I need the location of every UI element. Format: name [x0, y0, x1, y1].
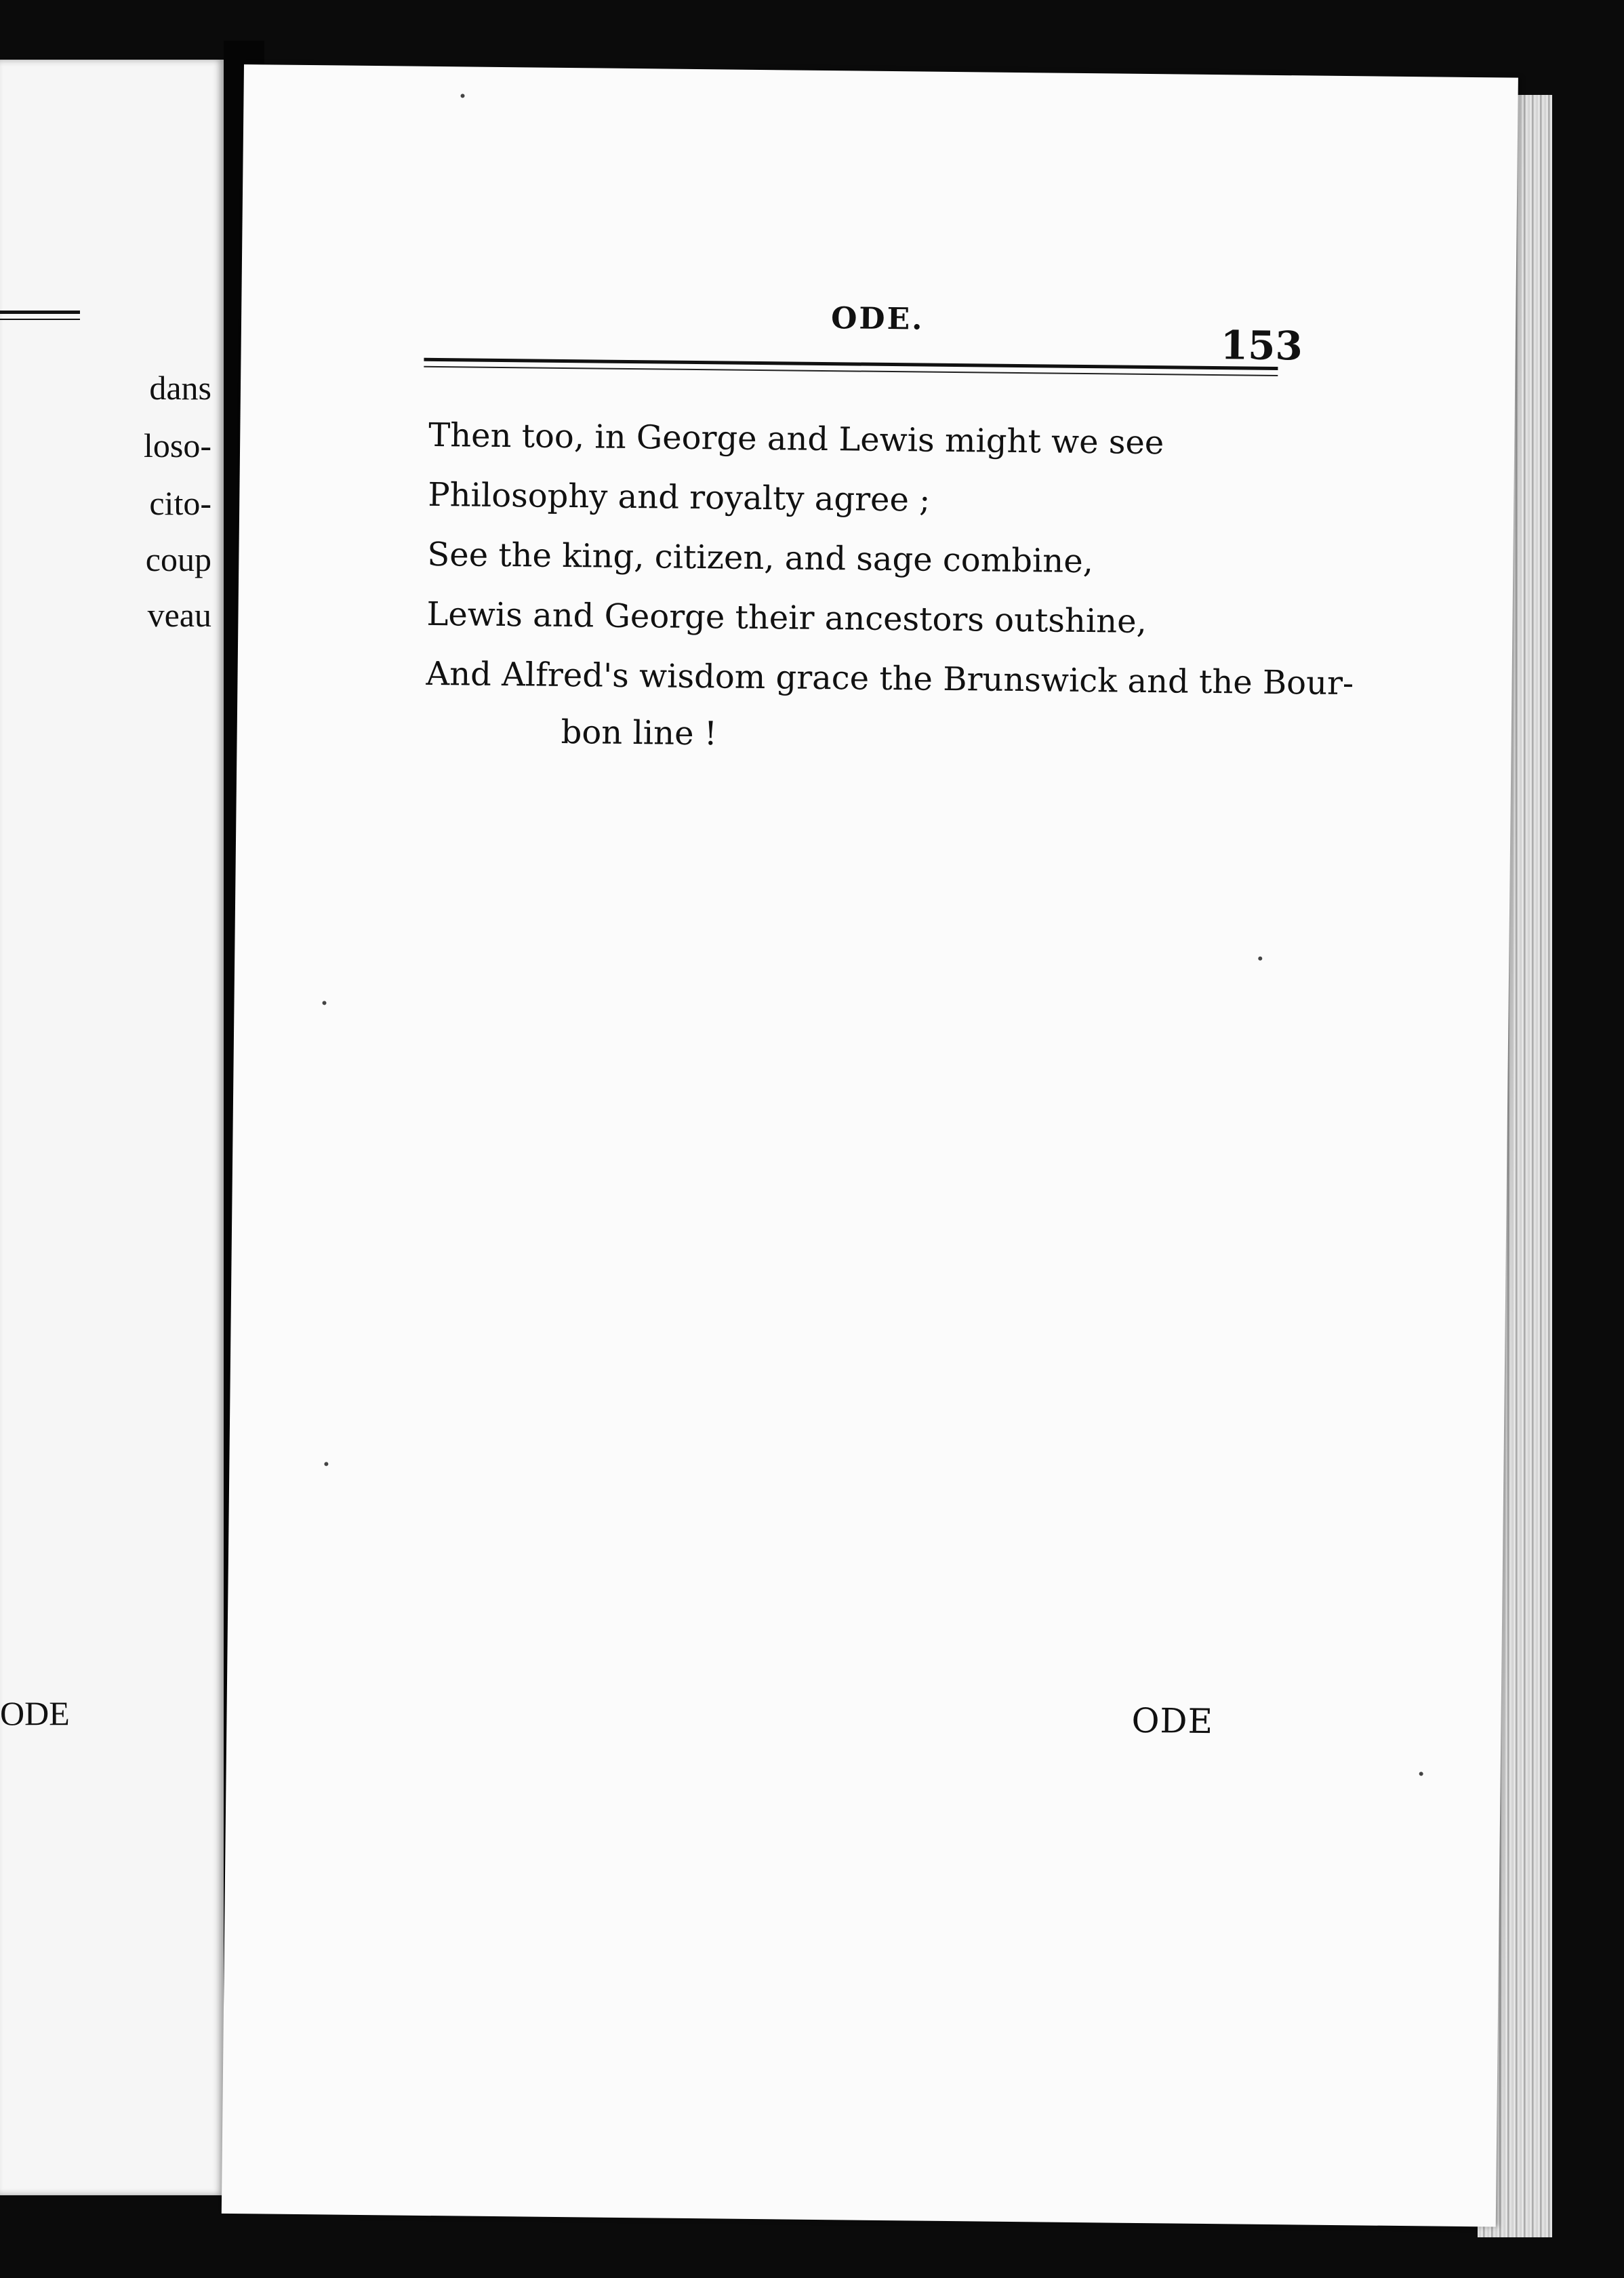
left-line-end: coup [145, 540, 211, 578]
verse-block [425, 405, 1354, 767]
verse-line: See the king, citizen, and sage combine, [427, 535, 1094, 581]
left-line-end: cito- [149, 484, 211, 522]
scan-speck [1419, 1772, 1423, 1776]
scan-speck [322, 1001, 326, 1005]
scan-speck [324, 1462, 328, 1466]
page-number: 153 [1220, 322, 1303, 369]
catchword: ODE [1131, 1700, 1214, 1742]
scan-speck [461, 94, 465, 98]
left-line-end: loso- [144, 426, 211, 464]
left-line-end: veau [147, 596, 211, 634]
verse-line-continuation: bon line ! [561, 713, 718, 753]
left-catchword: ODE [0, 1694, 70, 1732]
verse-line: And Alfred's wisdom grace the Brunswick and the Bour- [426, 654, 1354, 703]
verse-line: Philosophy and royalty agree ; [428, 475, 931, 519]
verse-line: Then too, in George and Lewis might we see [428, 416, 1164, 462]
left-header-rule-thin [0, 319, 80, 320]
left-page [0, 60, 224, 2195]
scan-speck [1258, 957, 1262, 961]
verse-line: Lewis and George their ancestors outshine, [426, 595, 1148, 641]
left-header-rule [0, 311, 80, 314]
right-page [222, 64, 1518, 2227]
left-line-end: dans [149, 369, 211, 407]
running-head: ODE. [830, 301, 925, 337]
